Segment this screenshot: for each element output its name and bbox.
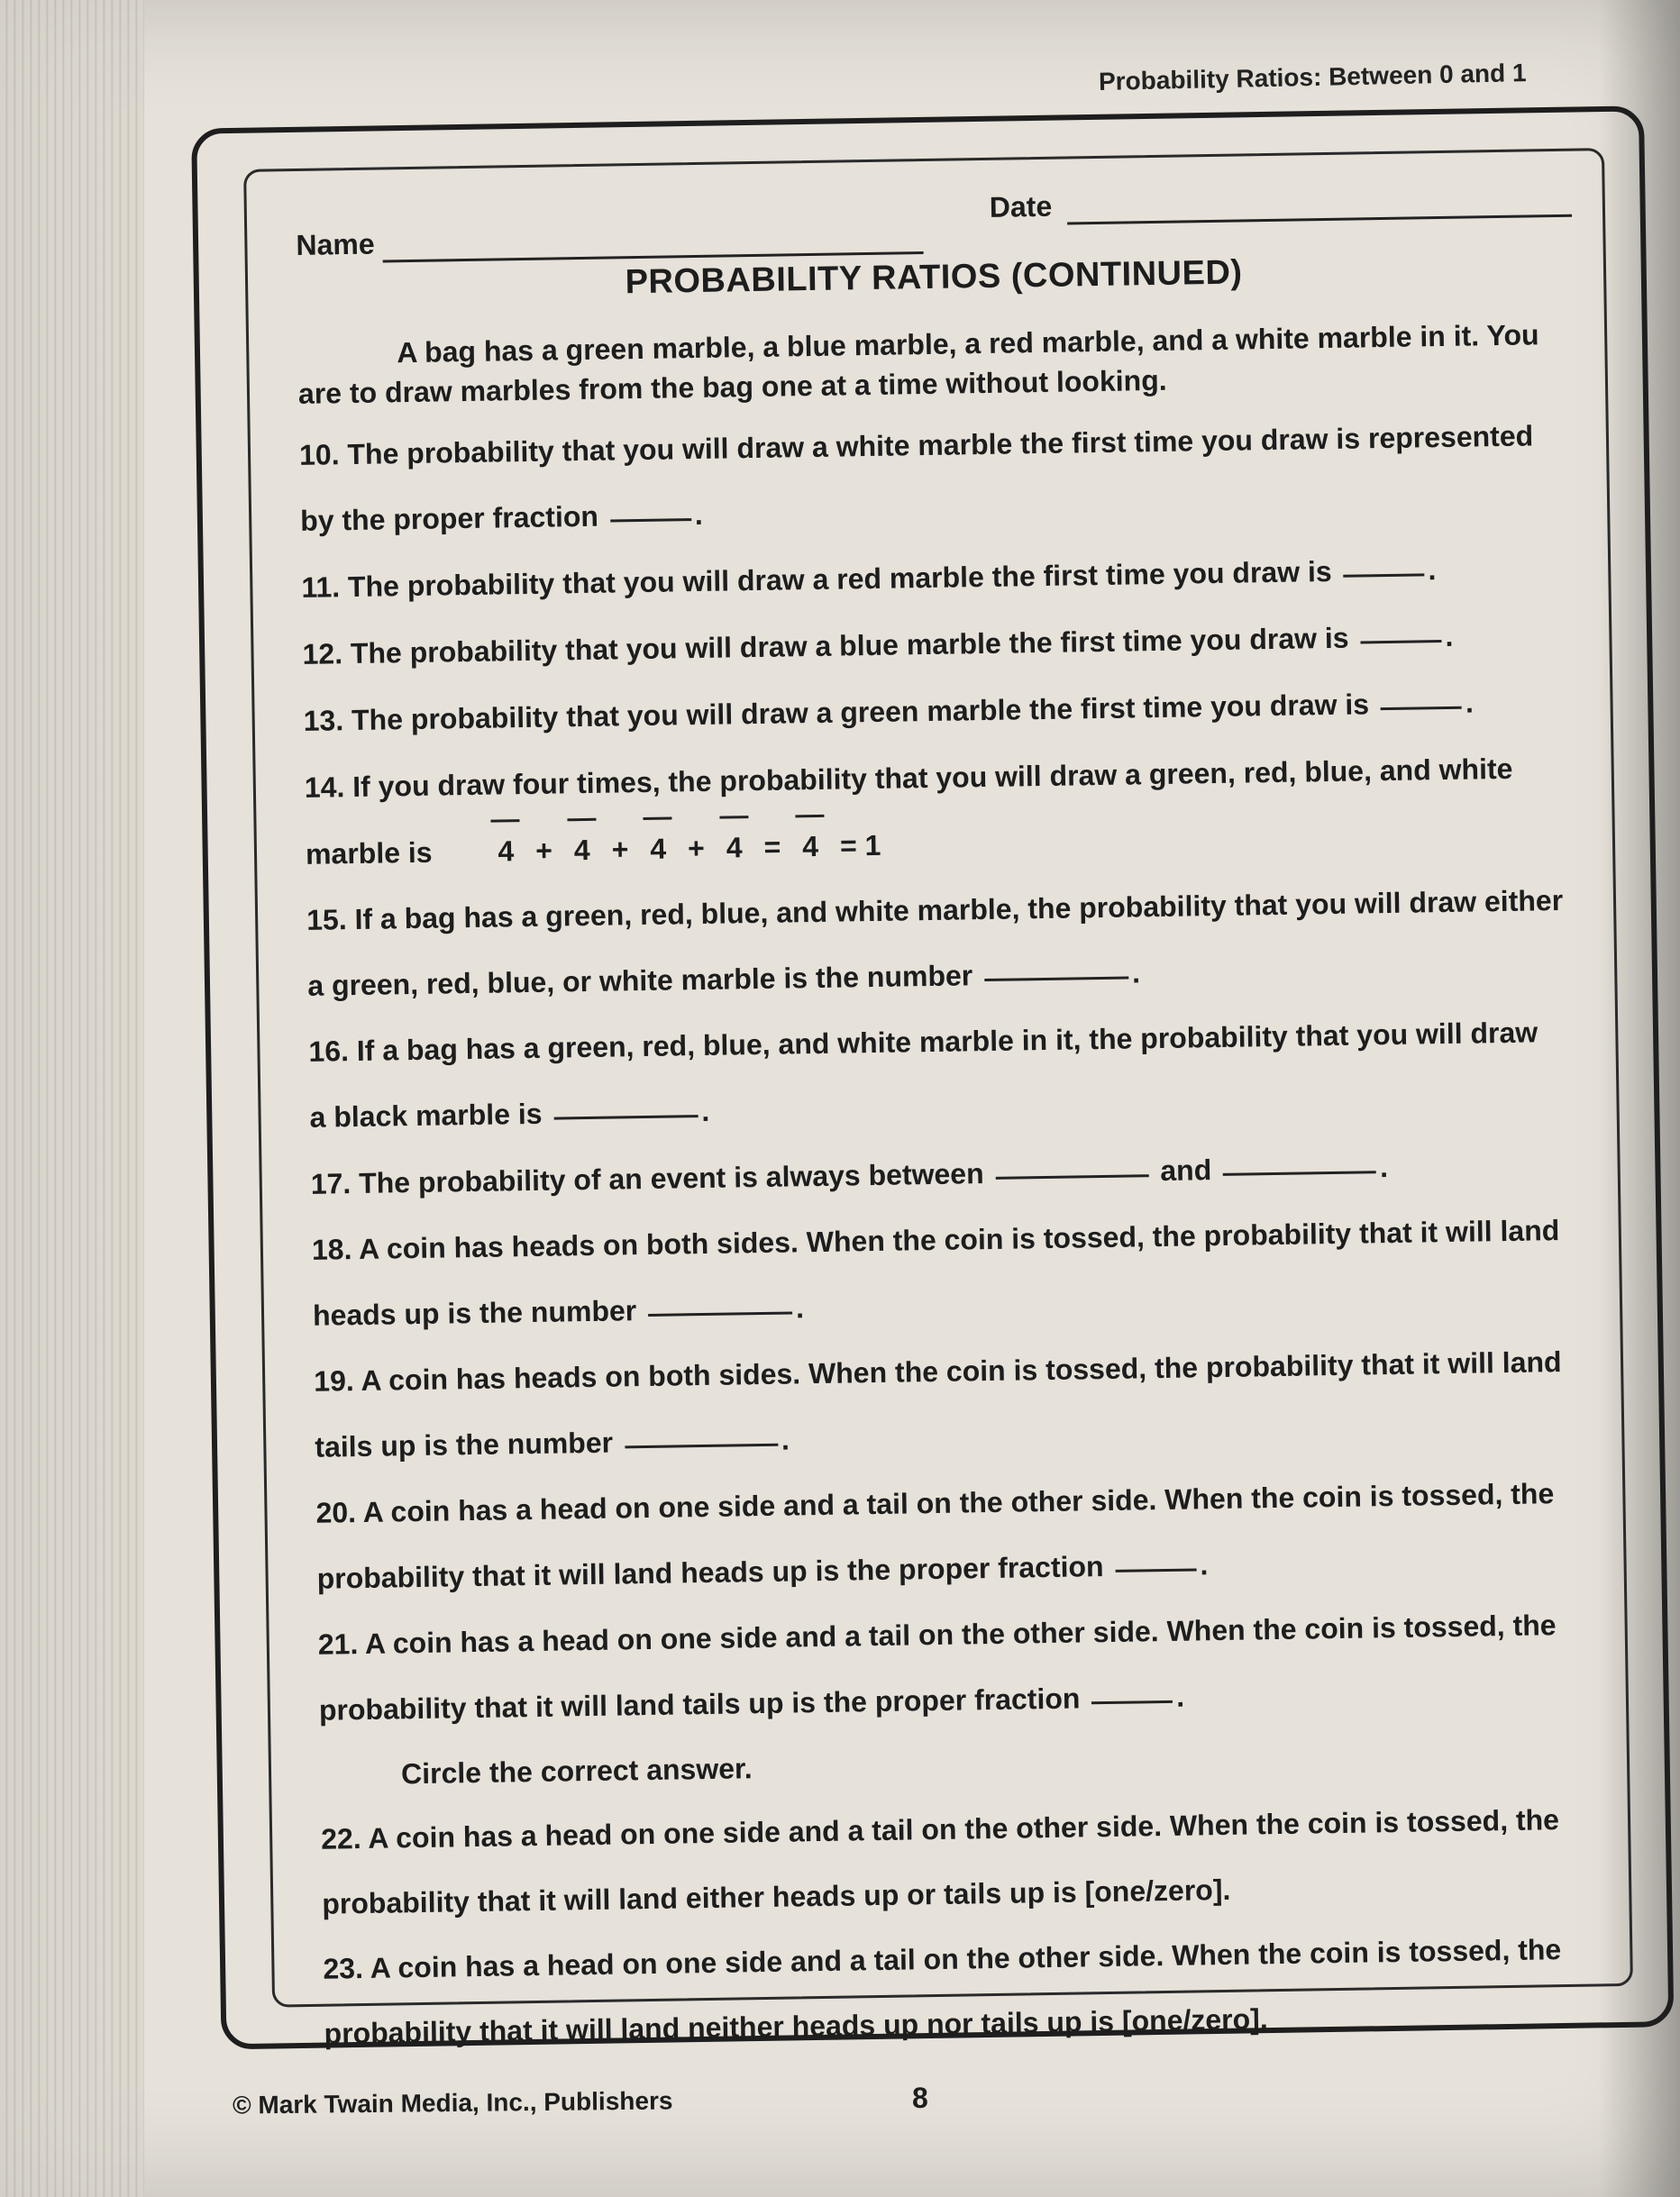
answer-blank-19[interactable] — [625, 1444, 778, 1449]
question-10-line-1: 10. The probability that you will draw a white marble the first time you draw is represented — [298, 419, 1534, 471]
question-10-text: by the proper fraction — [299, 499, 599, 537]
period: . — [694, 497, 703, 532]
question-19-line-1: 19. A coin has heads on both sides. When the coin is tossed, the probability that it will land — [313, 1345, 1562, 1398]
question-21-text: probability that it will land tails up is the proper fraction — [318, 1682, 1081, 1727]
fraction-blank-2[interactable]: 4 — [569, 816, 595, 883]
question-17-and: and — [1160, 1153, 1212, 1188]
binding-edge — [0, 0, 144, 2197]
fraction-blank-sum[interactable]: 4 — [798, 813, 824, 880]
period: . — [781, 1423, 790, 1456]
question-18-text: heads up is the number — [312, 1294, 637, 1332]
question-12-text: 12. The probability that you will draw a blue marble the first time you draw is — [302, 621, 1349, 670]
question-15-text: a green, red, blue, or white marble is the number — [307, 959, 973, 1002]
answer-blank-20[interactable] — [1115, 1568, 1196, 1572]
answer-blank-11[interactable] — [1344, 573, 1425, 577]
period: . — [795, 1291, 805, 1325]
fraction-blank-3[interactable]: 4 — [645, 816, 671, 882]
answer-blank-17b[interactable] — [1223, 1171, 1376, 1176]
question-16-line-1: 16. If a bag has a green, red, blue, and white marble in it, the probability that you will draw — [308, 1016, 1538, 1068]
page-number: 8 — [912, 2082, 928, 2114]
period: . — [1465, 686, 1475, 719]
question-19-text: tails up is the number — [315, 1426, 614, 1463]
answer-blank-13[interactable] — [1381, 707, 1462, 710]
period: . — [1175, 1680, 1185, 1713]
question-14-result: = 1 — [839, 828, 881, 862]
question-13-text: 13. The probability that you will draw a green marble the first time you draw is — [303, 688, 1370, 737]
question-20-line-1: 20. A coin has a head on one side and a tail on the other side. When the coin is tossed, the — [315, 1477, 1555, 1529]
answer-blank-15[interactable] — [984, 977, 1128, 982]
page-title: PROBABILITY RATIOS (CONTINUED) — [625, 253, 1243, 302]
answer-blank-10[interactable] — [610, 518, 691, 522]
circle-instruction: Circle the correct answer. — [400, 1752, 753, 1791]
intro-paragraph — [297, 315, 1573, 414]
fraction-blank-4[interactable]: 4 — [721, 814, 747, 880]
answer-blank-17a[interactable] — [996, 1174, 1149, 1180]
question-21-line-1: 21. A coin has a head on one side and a tail on the other side. When the coin is tossed, the — [317, 1609, 1557, 1661]
running-head: Probability Ratios: Between 0 and 1 — [1099, 59, 1528, 96]
answer-blank-12[interactable] — [1360, 640, 1441, 643]
worksheet-content — [243, 148, 1633, 2050]
answer-blank-18[interactable] — [648, 1311, 792, 1317]
intro-line-2: are to draw marbles from the bag one at a time without looking. — [297, 363, 1167, 410]
plus-sign: + — [687, 831, 706, 865]
question-15-line-1: 15. If a bag has a green, red, blue, and white marble, the probability that you will draw either — [306, 883, 1564, 936]
name-label: Name — [296, 227, 375, 261]
question-11-text: 11. The probability that you will draw a red marble the first time you draw is — [301, 554, 1332, 604]
period: . — [1445, 619, 1454, 652]
period: . — [1428, 553, 1437, 587]
fraction-blank-1[interactable]: 4 — [493, 817, 519, 884]
answer-blank-16[interactable] — [553, 1115, 698, 1120]
question-23-line-1: 23. A coin has a head on one side and a tail on the other side. When the coin is tossed, the — [323, 1933, 1562, 1985]
period: . — [701, 1094, 710, 1128]
question-20-text: probability that it will land heads up is the proper fraction — [316, 1550, 1104, 1595]
period: . — [1131, 956, 1141, 989]
question-22-line-2[interactable]: probability that it will land either heads up or tails up is [one/zero]. — [322, 1873, 1231, 1920]
question-17-text: 17. The probability of an event is always between — [310, 1157, 984, 1200]
question-22-line-1: 22. A coin has a head on one side and a tail on the other side. When the coin is tossed, the — [320, 1803, 1560, 1855]
plus-sign: + — [611, 833, 629, 866]
plus-sign: + — [534, 834, 553, 867]
intro-line-1: A bag has a green marble, a blue marble, a red marble, and a white marble in it. You — [397, 318, 1539, 369]
equals-sign: = — [763, 830, 781, 863]
question-23-line-2[interactable]: probability that it will land neither heads up nor tails up is [one/zero]. — [324, 2002, 1268, 2050]
question-18-line-1: 18. A coin has heads on both sides. When the coin is tossed, the probability that it will land — [311, 1214, 1560, 1266]
copyright-notice: © Mark Twain Media, Inc., Publishers — [232, 2086, 673, 2120]
question-14-text: marble is — [305, 835, 433, 871]
date-field[interactable] — [1067, 214, 1572, 225]
question-16-text: a black marble is — [309, 1097, 543, 1134]
period: . — [1200, 1548, 1209, 1582]
answer-blank-21[interactable] — [1091, 1700, 1173, 1704]
date-label: Date — [989, 189, 1053, 223]
period: . — [1379, 1151, 1389, 1184]
question-14-line-1: 14. If you draw four times, the probability that you will draw a green, red, blue, and white — [304, 752, 1513, 804]
